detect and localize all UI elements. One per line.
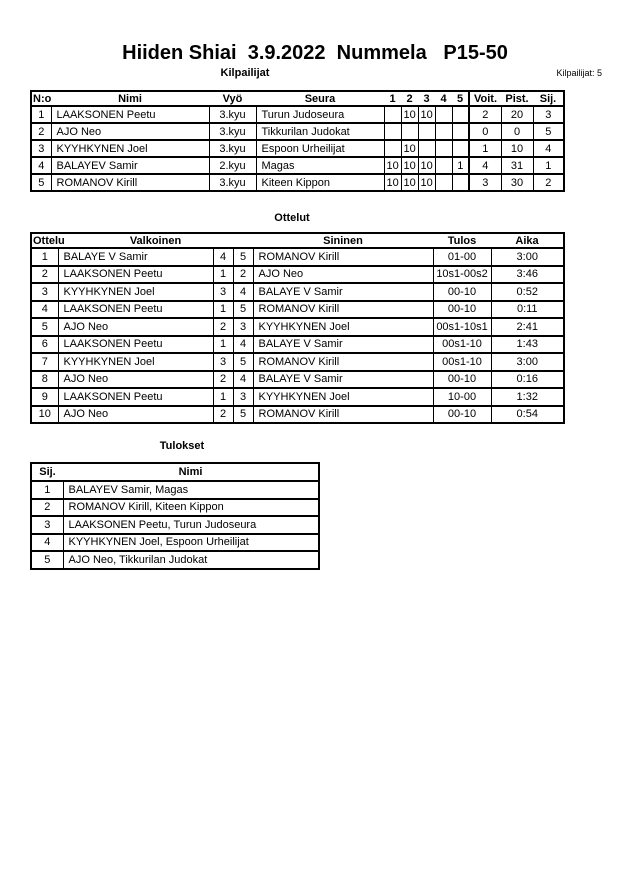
cell-white-no: 3 [213,353,233,371]
competitors-count-label: Kilpailijat: 5 [556,68,602,78]
cell-white-no: 1 [213,301,233,319]
cell-sij: 1 [533,157,564,174]
col-header-match4: 4 [435,91,452,106]
cell-seura: Magas [256,157,384,174]
cell-result: 00-10 [433,283,491,301]
cell-white-name: AJO Neo [58,406,213,424]
cell-vyo: 3.kyu [209,123,256,140]
cell-blue-no: 4 [233,371,253,389]
tulokset-row-3 [31,516,319,534]
cell-blue-no: 5 [233,248,253,266]
col-header-vyo: Vyö [209,91,256,106]
cell-nimi: LAAKSONEN Peetu [51,106,209,123]
cell-time: 1:43 [491,336,564,354]
cell-match1 [384,140,401,157]
cell-name-club: BALAYEV Samir, Magas [63,481,319,499]
cell-blue-no: 3 [233,318,253,336]
ottelut-header-row [31,233,564,248]
cell-match4 [435,106,452,123]
cell-blue-no: 4 [233,283,253,301]
cell-sij: 5 [533,123,564,140]
cell-result: 00-10 [433,406,491,424]
cell-match4 [435,123,452,140]
cell-match5 [452,123,469,140]
tulokset-row-2 [31,499,319,517]
cell-pist: 31 [501,157,533,174]
cell-match-no: 6 [31,336,58,354]
document-title: Hiiden Shiai 3.9.2022 Nummela P15-50 [122,42,508,64]
cell-blue-name: BALAYE V Samir [253,336,433,354]
cell-place: 3 [31,516,63,534]
cell-white-no: 1 [213,336,233,354]
cell-time: 3:00 [491,353,564,371]
cell-no: 5 [31,174,51,191]
tulokset-header-row [31,463,319,481]
cell-vyo: 3.kyu [209,140,256,157]
col-header-voit: Voit. [469,91,501,106]
cell-match1: 10 [384,157,401,174]
cell-match-no: 2 [31,266,58,284]
cell-seura: Espoon Urheilijat [256,140,384,157]
ottelut-row-6 [31,336,564,354]
cell-time: 3:46 [491,266,564,284]
cell-white-name: KYYHKYNEN Joel [58,283,213,301]
col-header-sij: Sij. [31,463,63,481]
col-header-nimi: Nimi [63,463,319,481]
col-header-pist: Pist. [501,91,533,106]
cell-pist: 20 [501,106,533,123]
cell-match3: 10 [418,174,435,191]
cell-match3 [418,123,435,140]
cell-vyo: 2.kyu [209,157,256,174]
cell-time: 2:41 [491,318,564,336]
section-title-ottelut: Ottelut [274,212,310,224]
section-title-tulokset: Tulokset [159,440,205,452]
cell-white-no: 3 [213,283,233,301]
cell-blue-name: ROMANOV Kirill [253,353,433,371]
cell-time: 0:11 [491,301,564,319]
cell-voit: 4 [469,157,501,174]
cell-match1 [384,106,401,123]
ottelut-table [30,232,565,424]
cell-match4 [435,157,452,174]
ottelut-row-1 [31,248,564,266]
cell-blue-name: ROMANOV Kirill [253,248,433,266]
tulokset-row-5 [31,551,319,569]
cell-nimi: KYYHKYNEN Joel [51,140,209,157]
col-header-nimi: Nimi [51,91,209,106]
ottelut-row-5 [31,318,564,336]
cell-blue-no: 5 [233,353,253,371]
cell-no: 4 [31,157,51,174]
cell-blue-no: 5 [233,406,253,424]
cell-name-club: LAAKSONEN Peetu, Turun Judoseura [63,516,319,534]
cell-white-no: 4 [213,248,233,266]
cell-nimi: AJO Neo [51,123,209,140]
cell-white-no: 2 [213,371,233,389]
cell-white-name: KYYHKYNEN Joel [58,353,213,371]
cell-sij: 3 [533,106,564,123]
cell-name-club: AJO Neo, Tikkurilan Judokat [63,551,319,569]
ottelut-row-9 [31,388,564,406]
cell-match-no: 1 [31,248,58,266]
cell-match5: 1 [452,157,469,174]
cell-result: 00-10 [433,301,491,319]
col-header-valkoinen: Valkoinen [58,233,253,248]
col-header-aika: Aika [491,233,564,248]
cell-result: 00-10 [433,371,491,389]
col-header-match3: 3 [418,91,435,106]
col-header-match5: 5 [452,91,469,106]
col-header-ottelu: Ottelu [33,234,65,247]
cell-time: 3:00 [491,248,564,266]
cell-place: 2 [31,499,63,517]
cell-white-name: AJO Neo [58,318,213,336]
cell-match3: 10 [418,106,435,123]
ottelut-row-10 [31,406,564,424]
cell-result: 01-00 [433,248,491,266]
cell-no: 1 [31,106,51,123]
cell-blue-no: 5 [233,301,253,319]
cell-blue-name: KYYHKYNEN Joel [253,388,433,406]
cell-voit: 2 [469,106,501,123]
section-title-kilpailijat: Kilpailijat [220,67,270,79]
col-header-match1: 1 [384,91,401,106]
cell-match2 [401,123,418,140]
cell-match-no: 3 [31,283,58,301]
cell-time: 0:16 [491,371,564,389]
cell-pist: 0 [501,123,533,140]
ottelut-row-7 [31,353,564,371]
tulokset-row-4 [31,534,319,552]
cell-pist: 10 [501,140,533,157]
tulokset-table [30,462,320,570]
cell-vyo: 3.kyu [209,174,256,191]
cell-match3 [418,140,435,157]
cell-voit: 3 [469,174,501,191]
cell-white-no: 1 [213,266,233,284]
cell-no: 3 [31,140,51,157]
col-header-sij: Sij. [533,91,564,106]
cell-match-no: 8 [31,371,58,389]
cell-seura: Tikkurilan Judokat [256,123,384,140]
cell-result: 00s1-10s1 [433,318,491,336]
cell-white-no: 1 [213,388,233,406]
tulokset-row-1 [31,481,319,499]
cell-blue-no: 3 [233,388,253,406]
cell-white-no: 2 [213,406,233,424]
cell-result: 10s1-00s2 [433,266,491,284]
cell-time: 0:54 [491,406,564,424]
cell-match2: 10 [401,157,418,174]
cell-place: 1 [31,481,63,499]
ottelut-row-4 [31,301,564,319]
col-header-no: N:o [33,92,52,105]
cell-match2: 10 [401,106,418,123]
cell-match-no: 7 [31,353,58,371]
cell-result: 10-00 [433,388,491,406]
cell-white-no: 2 [213,318,233,336]
cell-vyo: 3.kyu [209,106,256,123]
cell-blue-name: AJO Neo [253,266,433,284]
cell-place: 5 [31,551,63,569]
cell-match-no: 5 [31,318,58,336]
kilpailijat-row-4 [31,157,564,174]
cell-sij: 4 [533,140,564,157]
cell-white-name: LAAKSONEN Peetu [58,388,213,406]
kilpailijat-row-2 [31,123,564,140]
cell-white-name: LAAKSONEN Peetu [58,336,213,354]
cell-sij: 2 [533,174,564,191]
ottelut-row-8 [31,371,564,389]
cell-result: 00s1-10 [433,336,491,354]
cell-match3: 10 [418,157,435,174]
col-header-sininen: Sininen [253,233,433,248]
cell-match2: 10 [401,140,418,157]
ottelut-row-3 [31,283,564,301]
kilpailijat-header-row [31,91,564,106]
cell-white-name: AJO Neo [58,371,213,389]
cell-name-club: ROMANOV Kirill, Kiteen Kippon [63,499,319,517]
cell-match1: 10 [384,174,401,191]
kilpailijat-table [30,90,565,192]
cell-nimi: BALAYEV Samir [51,157,209,174]
cell-white-name: BALAYE V Samir [58,248,213,266]
cell-white-name: LAAKSONEN Peetu [58,301,213,319]
cell-blue-no: 4 [233,336,253,354]
cell-white-name: LAAKSONEN Peetu [58,266,213,284]
cell-blue-name: ROMANOV Kirill [253,301,433,319]
cell-match1 [384,123,401,140]
cell-pist: 30 [501,174,533,191]
ottelut-row-2 [31,266,564,284]
cell-match-no: 4 [31,301,58,319]
col-header-tulos: Tulos [433,233,491,248]
cell-match-no: 9 [31,388,58,406]
cell-seura: Kiteen Kippon [256,174,384,191]
cell-match5 [452,174,469,191]
cell-no: 2 [31,123,51,140]
cell-match2: 10 [401,174,418,191]
kilpailijat-row-5 [31,174,564,191]
cell-blue-name: BALAYE V Samir [253,371,433,389]
cell-match4 [435,140,452,157]
cell-match5 [452,106,469,123]
cell-result: 00s1-10 [433,353,491,371]
cell-seura: Turun Judoseura [256,106,384,123]
cell-blue-no: 2 [233,266,253,284]
cell-nimi: ROMANOV Kirill [51,174,209,191]
kilpailijat-row-3 [31,140,564,157]
cell-match4 [435,174,452,191]
cell-place: 4 [31,534,63,552]
cell-name-club: KYYHKYNEN Joel, Espoon Urheilijat [63,534,319,552]
cell-match-no: 10 [31,406,58,424]
cell-time: 0:52 [491,283,564,301]
col-header-seura: Seura [256,91,384,106]
cell-time: 1:32 [491,388,564,406]
cell-blue-name: ROMANOV Kirill [253,406,433,424]
cell-voit: 1 [469,140,501,157]
cell-blue-name: BALAYE V Samir [253,283,433,301]
cell-match5 [452,140,469,157]
col-header-match2: 2 [401,91,418,106]
cell-blue-name: KYYHKYNEN Joel [253,318,433,336]
kilpailijat-row-1 [31,106,564,123]
cell-voit: 0 [469,123,501,140]
